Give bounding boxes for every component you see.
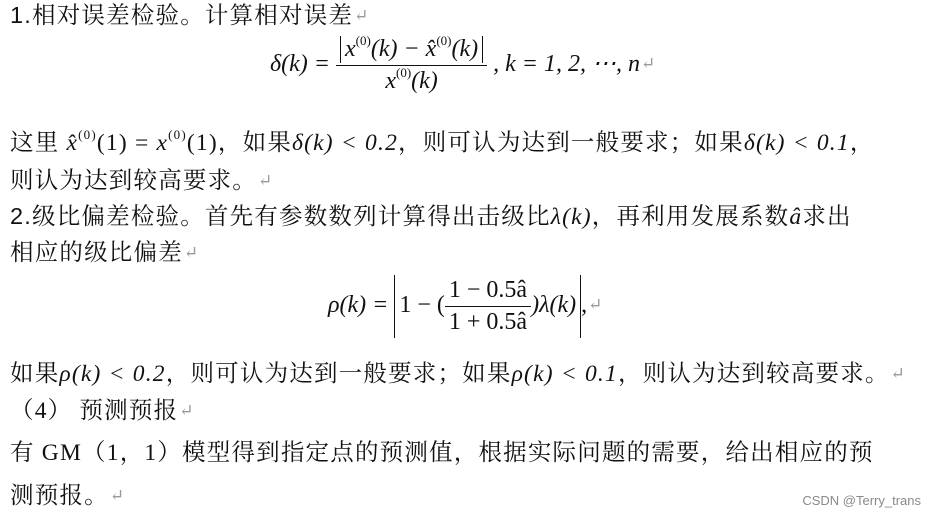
para6-line2 bbox=[10, 481, 124, 511]
para2-x: x bbox=[156, 130, 169, 156]
para4-math-2: ρ(k) < 0.1 bbox=[511, 361, 618, 387]
formula1-arg-a: (k) − bbox=[370, 36, 426, 62]
para3-number: 2. bbox=[10, 203, 32, 229]
formula1-denominator bbox=[336, 65, 487, 95]
para2-math-1 bbox=[66, 127, 218, 156]
para1 bbox=[10, 0, 368, 31]
formula-relative-error bbox=[270, 33, 656, 95]
para3-text-1: 级比偏差检验。首先有参数数列计算得出击级比 bbox=[32, 204, 551, 230]
formula1-lhs: δ(k) = bbox=[270, 51, 336, 78]
return-icon: ↵ bbox=[258, 171, 273, 190]
para1-text: 相对误差检验。计算相对误差 bbox=[32, 3, 354, 29]
para3-math-1: λ(k) bbox=[550, 204, 592, 230]
para4-text-1: 如果 bbox=[10, 361, 60, 387]
formula1-tail: , k = 1, 2, ⋯, n bbox=[493, 51, 640, 78]
para2-line2 bbox=[10, 166, 272, 196]
para2-text-5: 则认为达到较高要求。 bbox=[10, 168, 257, 194]
formula1-den-x: x bbox=[385, 68, 396, 94]
formula1-xhat: x̂ bbox=[425, 36, 437, 62]
formula1-x: x bbox=[345, 36, 356, 62]
formula1-den-sup: (0) bbox=[395, 65, 412, 80]
return-icon: ↵ bbox=[183, 243, 199, 262]
para3-line1 bbox=[10, 201, 852, 232]
para2-text-3: ，则可认为达到一般要求；如果 bbox=[398, 130, 744, 156]
para6-text-2: 测预报。 bbox=[10, 483, 109, 509]
return-icon: ↵ bbox=[354, 6, 369, 25]
formula1-fraction bbox=[336, 33, 487, 95]
para2-arg-2: (1) bbox=[186, 130, 218, 156]
para2-arg-1: (1) = bbox=[96, 130, 157, 156]
return-icon: ↵ bbox=[641, 54, 656, 74]
para5 bbox=[10, 396, 193, 426]
return-icon: ↵ bbox=[588, 295, 603, 315]
return-icon: ↵ bbox=[890, 364, 905, 383]
formula2-fraction bbox=[445, 277, 531, 336]
para2-text-4: ， bbox=[849, 130, 875, 156]
formula1-sup-a: (0) bbox=[355, 33, 371, 48]
return-icon: ↵ bbox=[179, 401, 194, 420]
formula2-tail: , bbox=[581, 292, 588, 319]
para2-text-1: 这里 bbox=[10, 130, 60, 156]
para6-line1 bbox=[10, 438, 874, 468]
para4-text-2: ，则可认为达到一般要求；如果 bbox=[165, 361, 512, 387]
formula2-lhs: ρ(k) = bbox=[328, 292, 395, 319]
formula2-one: 1 − ( bbox=[399, 292, 445, 319]
formula2-rhs: )λ(k) bbox=[531, 292, 577, 319]
para4 bbox=[10, 359, 905, 389]
para2-sup-1: (0) bbox=[78, 127, 97, 142]
para2-math-2: δ(k) < 0.2 bbox=[292, 130, 399, 156]
para3-text-3: 求出 bbox=[802, 204, 852, 230]
para3-math-2: â bbox=[789, 204, 803, 230]
formula2-abs bbox=[394, 275, 581, 338]
watermark: CSDN @Terry_trans bbox=[802, 493, 921, 508]
para2-math-3: δ(k) < 0.1 bbox=[743, 130, 850, 156]
para2-text-2: ，如果 bbox=[217, 130, 293, 156]
formula1-numerator bbox=[336, 33, 487, 65]
para5-heading: （4） 预测预报 bbox=[10, 398, 179, 424]
para1-number: 1. bbox=[10, 2, 32, 28]
formula1-den-arg: (k) bbox=[411, 68, 438, 94]
para6-text-1: 有 GM（1，1）模型得到指定点的预测值，根据实际问题的需要，给出相应的预 bbox=[10, 440, 874, 466]
para4-text-3: ，则认为达到较高要求。 bbox=[617, 361, 890, 387]
return-icon: ↵ bbox=[109, 486, 125, 505]
para3-text-2: ，再利用发展系数 bbox=[591, 204, 790, 230]
para3-line2 bbox=[10, 238, 198, 268]
para2-sup-2: (0) bbox=[168, 127, 187, 142]
formula1-abs bbox=[340, 33, 483, 63]
formula1-arg-b: (k) bbox=[451, 36, 479, 62]
formula2-numerator: 1 − 0.5â bbox=[448, 277, 528, 303]
formula2-denominator: 1 + 0.5â bbox=[445, 306, 531, 336]
para4-math-1: ρ(k) < 0.2 bbox=[59, 361, 166, 387]
formula-ratio-deviation bbox=[328, 275, 602, 338]
para2-xhat: x̂ bbox=[66, 130, 79, 156]
para2-line1 bbox=[10, 128, 875, 161]
para3-text-4: 相应的级比偏差 bbox=[10, 240, 183, 266]
formula1-sup-b: (0) bbox=[436, 33, 452, 48]
